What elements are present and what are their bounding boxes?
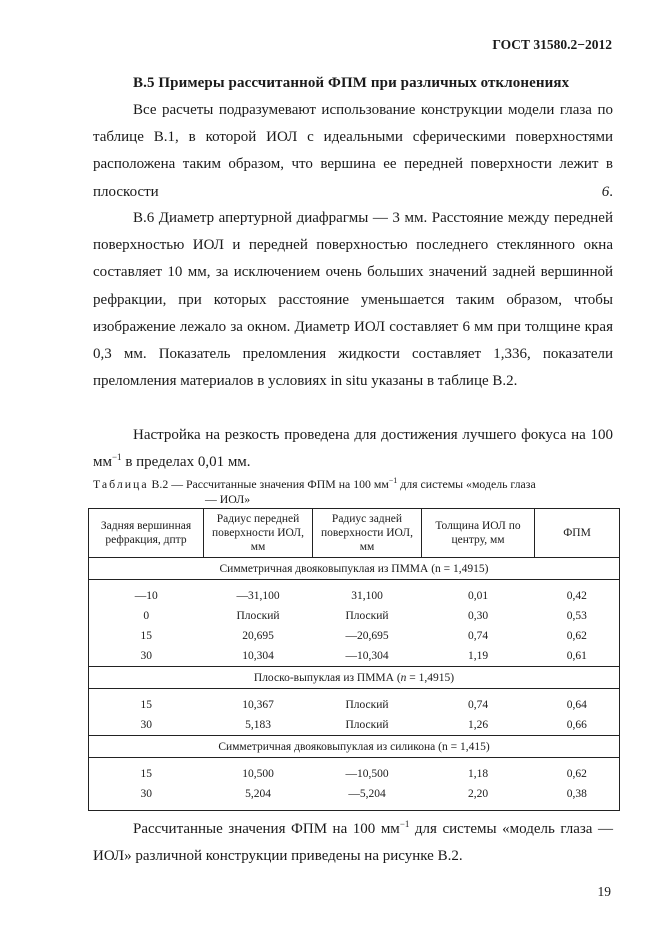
table-cell: 5,204 bbox=[245, 788, 271, 800]
group-title: Симметричная двояковыпуклая из ПММА (n = 1,4915) bbox=[89, 558, 620, 580]
paragraph-calculations: Все расчеты подразумевают использование конструкции модели глаза по таблице В.1, в которой ИОЛ с идеальными сферическими поверхностями расположена таким образом, что вершина ее передней поверхности лежит в плоскости 6. bbox=[93, 102, 613, 200]
table-cell: 0,38 bbox=[566, 788, 587, 800]
table-cell: 0,01 bbox=[467, 590, 489, 602]
table-header-row bbox=[89, 509, 620, 558]
header-back-vertex-power: Задняя вершинная рефракция, дптр bbox=[89, 509, 204, 558]
table-cell: 0,62 bbox=[566, 630, 587, 642]
table-cell: 0,62 bbox=[566, 768, 587, 780]
table-cell: 0,74 bbox=[467, 699, 489, 711]
table-cell: 30 bbox=[140, 719, 152, 731]
table-row bbox=[89, 689, 620, 716]
table-cell: 0,64 bbox=[566, 699, 587, 711]
table-cell: —10 bbox=[134, 590, 158, 602]
table-cell: 0,61 bbox=[566, 650, 587, 662]
table-cell: 0,66 bbox=[566, 719, 587, 731]
header-back-radius: Радиус задней поверхности ИОЛ, мм bbox=[313, 509, 422, 558]
table-row bbox=[89, 758, 620, 785]
group-title-row bbox=[89, 558, 620, 580]
mtf-table bbox=[88, 508, 620, 811]
table-cell: 15 bbox=[140, 699, 152, 711]
table-cell: 0,53 bbox=[566, 610, 587, 622]
table-cell: Плоский bbox=[345, 699, 389, 711]
header-front-radius: Радиус передней поверхности ИОЛ, мм bbox=[204, 509, 313, 558]
group-title: Симметричная двояковыпуклая из силикона (n = 1,415) bbox=[89, 736, 620, 758]
table-cell: —31,100 bbox=[236, 590, 280, 602]
table-cell: Плоский bbox=[345, 719, 389, 731]
paragraph-b6: В.6 Диаметр апертурной диафрагмы — 3 мм. Расстояние между передней поверхностью ИОЛ и передней поверхностью последнего стеклянного окна составляет 10 мм, за исключением очень больших значений задней вершинной рефракции, при которых расстояние уменьшается таким образом, чтобы изображение лежало за окном. Диаметр ИОЛ составляет 6 мм при толщине края 0,3 мм. Показатель преломления жидкости составляет 1,336, показатели преломления материалов в условиях in situ указаны в таблице В.2. bbox=[93, 210, 613, 390]
table-cell: 1,19 bbox=[467, 650, 489, 662]
table-cell: 31,100 bbox=[351, 590, 383, 602]
table-cell: 20,695 bbox=[242, 630, 274, 642]
group-title-row bbox=[89, 667, 620, 689]
table-cell: 1,26 bbox=[467, 719, 489, 731]
table-cell: 30 bbox=[140, 650, 152, 662]
table-cell: 10,367 bbox=[242, 699, 274, 711]
table-row bbox=[89, 715, 620, 736]
header-center-thickness: Толщина ИОЛ по центру, мм bbox=[422, 509, 535, 558]
paragraph-focus: Настройка на резкость проведена для достижения лучшего фокуса на 100 $мм^{-1}$ в пределах 0,01 мм. bbox=[93, 427, 613, 471]
table-cell: 0,42 bbox=[566, 590, 587, 602]
table-row bbox=[89, 646, 620, 667]
table-cell: Плоский bbox=[345, 610, 389, 622]
table-cell: —10,304 bbox=[345, 650, 389, 662]
table-row bbox=[89, 784, 620, 811]
table-cell: 0 bbox=[143, 610, 150, 622]
group-title: Плоско-выпуклая из ПММА (n = 1,4915) bbox=[89, 667, 620, 689]
table-cell: 15 bbox=[140, 630, 152, 642]
table-caption: Таблица В.2 — Рассчитанные значения ФПМ на 100 $мм^{-1}$ для системы «модель глаза — ИОЛ» bbox=[93, 476, 536, 506]
table-cell: 1,18 bbox=[467, 768, 489, 780]
page-number: 19 bbox=[597, 884, 611, 899]
group-title-row bbox=[89, 736, 620, 758]
table-cell: 0,30 bbox=[467, 610, 489, 622]
table-row bbox=[89, 626, 620, 646]
table-row bbox=[89, 580, 620, 607]
table-cell: 30 bbox=[140, 788, 152, 800]
table-row bbox=[89, 606, 620, 626]
table-cell: 2,20 bbox=[467, 788, 489, 800]
table-cell: Плоский bbox=[236, 610, 280, 622]
table-cell: —5,204 bbox=[348, 788, 386, 800]
plane-number: 6 bbox=[601, 183, 610, 200]
header-mtf: ФПМ bbox=[535, 509, 620, 558]
section-heading: В.5 Примеры рассчитанной ФПМ при различных отклонениях bbox=[133, 75, 570, 91]
table-cell: —10,500 bbox=[345, 768, 389, 780]
table-cell: 10,304 bbox=[242, 650, 274, 662]
table-cell: 0,74 bbox=[467, 630, 489, 642]
table-cell: 10,500 bbox=[242, 768, 274, 780]
table-cell: 15 bbox=[140, 768, 152, 780]
table-cell: —20,695 bbox=[345, 630, 389, 642]
document-code: ГОСТ 31580.2−2012 bbox=[492, 37, 612, 52]
table-cell: 5,183 bbox=[245, 719, 271, 731]
paragraph-figure-ref: Рассчитанные значения ФПМ на 100 $мм^{-1}$ для системы «модель глаза — ИОЛ» различной конструкции приведены на рисунке В.2. bbox=[93, 819, 613, 865]
